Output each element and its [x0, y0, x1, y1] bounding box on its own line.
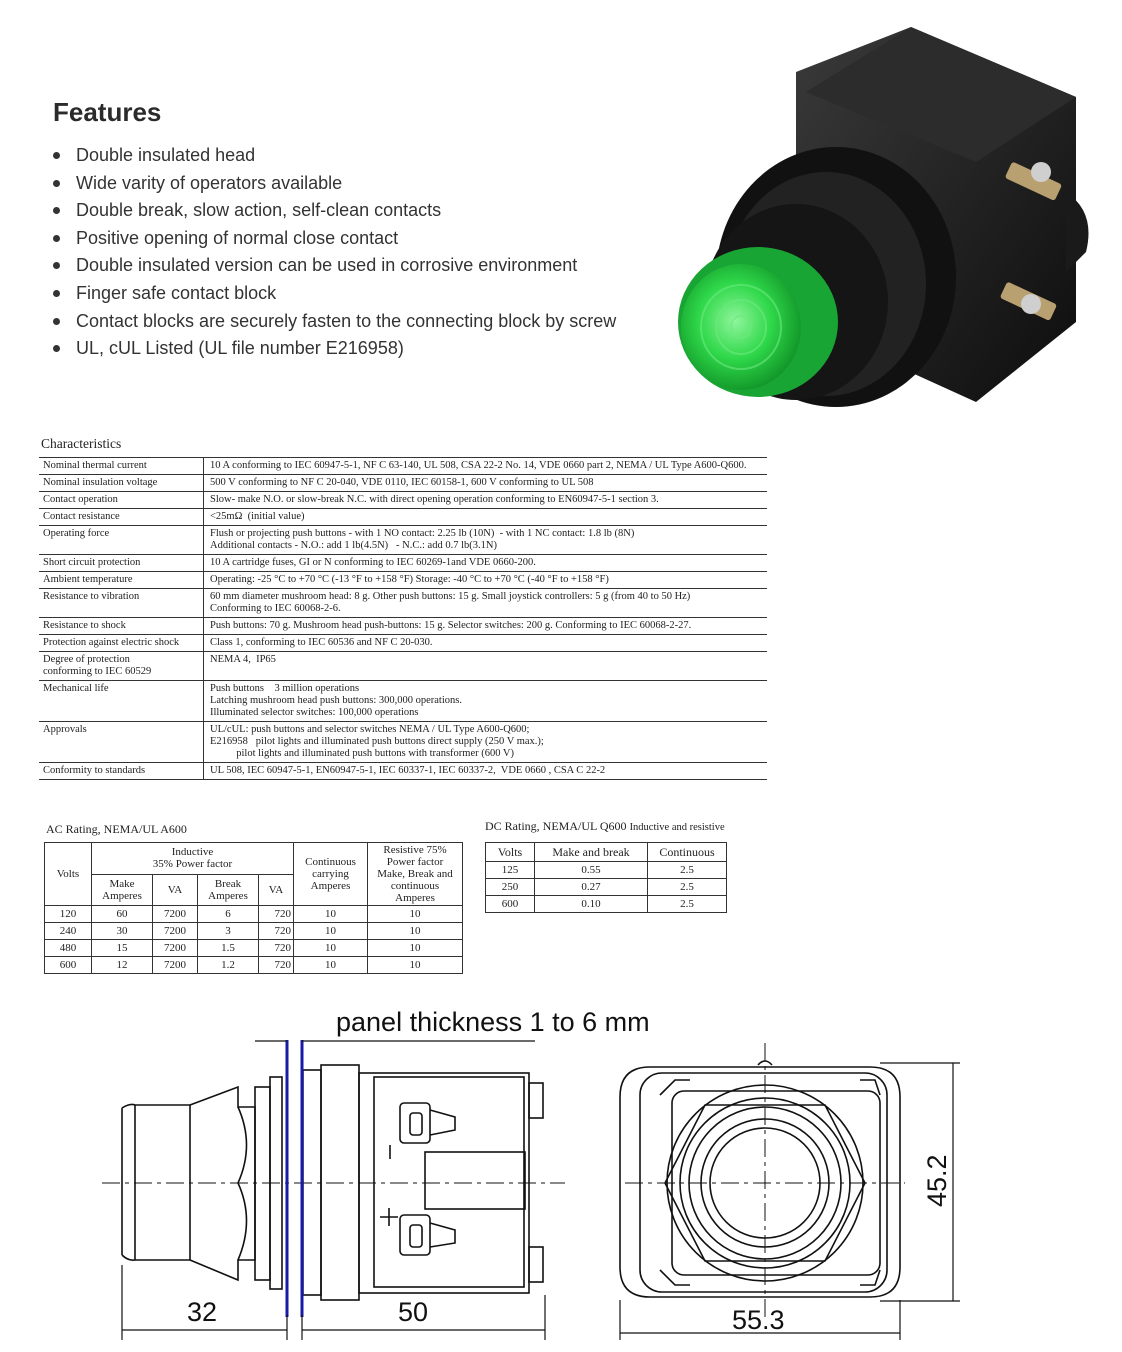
ac-rating-row — [45, 940, 463, 957]
bullet-icon — [53, 180, 60, 187]
feature-item — [52, 197, 616, 225]
dc-rating-header: Make and break — [535, 843, 648, 862]
characteristic-label: Short circuit protection — [39, 555, 204, 572]
feature-text: Double break, slow action, self-clean contacts — [76, 200, 442, 221]
characteristic-value: Push buttons 3 million operations Latching mushroom head push buttons: 300,000 operations. Illuminated selector switches: 100,000 operations — [204, 681, 768, 722]
dc-rating-cell: 0.55 — [535, 862, 648, 879]
ac-rating-row — [45, 906, 463, 923]
ac-header-volts: Volts — [45, 843, 92, 906]
characteristics-row — [39, 555, 767, 572]
ac-rating-cell: 600 — [45, 957, 92, 974]
characteristics-row — [39, 618, 767, 635]
characteristic-label: Resistance to shock — [39, 618, 204, 635]
characteristic-label: Protection against electric shock — [39, 635, 204, 652]
ac-rating-cell: 1.5 — [198, 940, 259, 957]
characteristics-row — [39, 475, 767, 492]
characteristic-label: Degree of protection conforming to IEC 60529 — [39, 652, 204, 681]
characteristics-table — [39, 457, 767, 780]
characteristic-value: Flush or projecting push buttons - with 1 NO contact: 2.25 lb (10N) - with 1 NC contact: 1.8 lb (8N) Additional contacts - N.O.: add 1 lb(4.5N) - N.C.: add 0.7 lb(3.1N) — [204, 526, 768, 555]
characteristics-row — [39, 492, 767, 509]
feature-item — [52, 142, 616, 170]
characteristic-value: 60 mm diameter mushroom head: 8 g. Other push buttons: 15 g. Small joystick controllers: 5 g (from 40 to 50 Hz) Conforming to IEC 60068-2-6. — [204, 589, 768, 618]
feature-text: Positive opening of normal close contact — [76, 227, 399, 248]
feature-text: Finger safe contact block — [76, 282, 277, 303]
dc-rating-row — [486, 896, 727, 913]
characteristics-row — [39, 722, 767, 763]
ac-header-inductive: Inductive 35% Power factor — [92, 843, 294, 875]
ac-header-resistive: Resistive 75% Power factor Make, Break and continuous Amperes — [368, 843, 463, 906]
characteristics-row — [39, 635, 767, 652]
characteristics-row — [39, 763, 767, 780]
ac-header-continuous: Continuous carrying Amperes — [294, 843, 368, 906]
ac-rating-cell: 7200 — [153, 923, 198, 940]
dc-rating-cell: 2.5 — [648, 896, 727, 913]
ac-rating-cell: 6 — [198, 906, 259, 923]
characteristic-value: 10 A conforming to IEC 60947-5-1, NF C 63-140, UL 508, CSA 22-2 No. 14, VDE 0660 part 2, NEMA / UL Type A600-Q600. — [204, 458, 768, 475]
ac-header-va: VA — [259, 874, 294, 906]
dim-front-label: 32 — [187, 1297, 218, 1327]
ac-rating-heading: AC Rating, NEMA/UL A600 — [46, 822, 187, 836]
characteristic-value: UL 508, IEC 60947-5-1, EN60947-5-1, IEC 60337-1, IEC 60337-2, VDE 0660 , CSA C 22-2 — [204, 763, 768, 780]
characteristics-row — [39, 652, 767, 681]
dc-rating-cell: 2.5 — [648, 862, 727, 879]
bullet-icon — [53, 262, 60, 269]
bullet-icon — [53, 207, 60, 214]
ac-rating-cell: 10 — [368, 940, 463, 957]
characteristic-value: Slow- make N.O. or slow-break N.C. with direct opening operation conforming to EN60947-5-1 section 3. — [204, 492, 768, 509]
ac-rating-cell: 60 — [92, 906, 153, 923]
ac-rating-table — [44, 842, 463, 974]
characteristic-label: Ambient temperature — [39, 572, 204, 589]
feature-item — [52, 225, 616, 253]
characteristic-value: UL/cUL: push buttons and selector switches NEMA / UL Type A600-Q600; E216958 pilot lights and illuminated push buttons direct supply (250 V max.); pilot lights and illuminated push buttons with transformer (600 V) — [204, 722, 768, 763]
characteristic-label: Approvals — [39, 722, 204, 763]
panel-thickness-label: panel thickness 1 to 6 mm — [336, 1007, 650, 1037]
ac-rating-cell: 720 — [259, 940, 294, 957]
ac-rating-cell: 12 — [92, 957, 153, 974]
ac-rating-cell: 10 — [294, 940, 368, 957]
characteristic-label: Contact operation — [39, 492, 204, 509]
feature-item — [52, 308, 616, 336]
feature-text: Double insulated head — [76, 145, 256, 165]
characteristic-label: Contact resistance — [39, 509, 204, 526]
dc-rating-table — [485, 842, 727, 913]
characteristics-heading: Characteristics — [41, 436, 122, 451]
feature-item — [52, 335, 616, 363]
ac-rating-cell: 10 — [368, 906, 463, 923]
dc-rating-title: DC Rating, NEMA/UL Q600 — [485, 819, 627, 833]
product-photo — [646, 22, 1106, 412]
characteristics-row — [39, 572, 767, 589]
feature-item — [52, 280, 616, 308]
dc-rating-row — [486, 862, 727, 879]
ac-rating-cell: 720 — [259, 957, 294, 974]
ac-rating-cell: 720 — [259, 906, 294, 923]
characteristic-label: Nominal insulation voltage — [39, 475, 204, 492]
dc-rating-header: Continuous — [648, 843, 727, 862]
characteristic-value: Push buttons: 70 g. Mushroom head push-buttons: 15 g. Selector switches: 200 g. Conforming to IEC 60068-2-27. — [204, 618, 768, 635]
ac-rating-cell: 10 — [294, 906, 368, 923]
feature-text: UL, cUL Listed (UL file number E216958) — [76, 338, 404, 359]
dc-rating-header-row — [486, 843, 727, 862]
bullet-icon — [53, 152, 60, 159]
dc-rating-subtitle: Inductive and resistive — [629, 822, 725, 833]
ac-rating-cell: 1.2 — [198, 957, 259, 974]
features-heading: Features — [53, 97, 162, 127]
characteristic-value: Operating: -25 °C to +70 °C (-13 °F to +158 °F) Storage: -40 °C to +70 °C (-40 °F to +158 °F) — [204, 572, 768, 589]
characteristic-label: Resistance to vibration — [39, 589, 204, 618]
dim-body-label: 50 — [398, 1297, 429, 1327]
ac-rating-cell: 10 — [294, 957, 368, 974]
dc-rating-heading — [485, 819, 725, 834]
bullet-icon — [53, 290, 60, 297]
feature-item — [52, 170, 616, 198]
feature-text: Contact blocks are securely fasten to the connecting block by screw — [76, 310, 617, 331]
ac-rating-cell: 10 — [368, 957, 463, 974]
dc-rating-cell: 600 — [486, 896, 535, 913]
dc-rating-cell: 0.27 — [535, 879, 648, 896]
dimension-drawing — [0, 995, 1122, 1352]
dc-rating-header: Volts — [486, 843, 535, 862]
characteristic-value: <25mΩ (initial value) — [204, 509, 768, 526]
bullet-icon — [53, 318, 60, 325]
characteristics-row — [39, 589, 767, 618]
ac-header-break-amperes: Break Amperes — [198, 874, 259, 906]
characteristics-row — [39, 681, 767, 722]
characteristic-value: 500 V conforming to NF C 20-040, VDE 0110, IEC 60158-1, 600 V conforming to UL 508 — [204, 475, 768, 492]
characteristics-row — [39, 458, 767, 475]
characteristic-label: Conformity to standards — [39, 763, 204, 780]
feature-item — [52, 252, 616, 280]
characteristic-label: Operating force — [39, 526, 204, 555]
ac-header-va: VA — [153, 874, 198, 906]
dc-rating-cell: 125 — [486, 862, 535, 879]
characteristic-label: Nominal thermal current — [39, 458, 204, 475]
feature-text: Double insulated version can be used in corrosive environment — [76, 255, 578, 276]
dim-width-label: 55.3 — [732, 1305, 785, 1335]
features-list — [52, 142, 616, 363]
bullet-icon — [53, 345, 60, 352]
characteristics-row — [39, 526, 767, 555]
dc-rating-cell: 0.10 — [535, 896, 648, 913]
ac-rating-cell: 7200 — [153, 940, 198, 957]
ac-rating-cell: 10 — [368, 923, 463, 940]
dim-height-label: 45.2 — [922, 1154, 952, 1207]
dc-rating-cell: 2.5 — [648, 879, 727, 896]
ac-rating-cell: 480 — [45, 940, 92, 957]
ac-rating-cell: 3 — [198, 923, 259, 940]
characteristic-value: 10 A cartridge fuses, GI or N conforming to IEC 60269-1and VDE 0660-200. — [204, 555, 768, 572]
characteristic-label: Mechanical life — [39, 681, 204, 722]
ac-rating-row — [45, 957, 463, 974]
characteristic-value: NEMA 4, IP65 — [204, 652, 768, 681]
ac-rating-cell: 15 — [92, 940, 153, 957]
ac-header-make-amperes: Make Amperes — [92, 874, 153, 906]
dc-rating-row — [486, 879, 727, 896]
bullet-icon — [53, 235, 60, 242]
ac-rating-cell: 7200 — [153, 906, 198, 923]
feature-text: Wide varity of operators available — [76, 172, 343, 193]
ac-rating-cell: 240 — [45, 923, 92, 940]
ac-rating-cell: 720 — [259, 923, 294, 940]
ac-rating-row — [45, 923, 463, 940]
dc-rating-cell: 250 — [486, 879, 535, 896]
characteristic-value: Class 1, conforming to IEC 60536 and NF C 20-030. — [204, 635, 768, 652]
ac-rating-cell: 10 — [294, 923, 368, 940]
ac-rating-cell: 120 — [45, 906, 92, 923]
ac-rating-cell: 7200 — [153, 957, 198, 974]
ac-rating-cell: 30 — [92, 923, 153, 940]
characteristics-row — [39, 509, 767, 526]
